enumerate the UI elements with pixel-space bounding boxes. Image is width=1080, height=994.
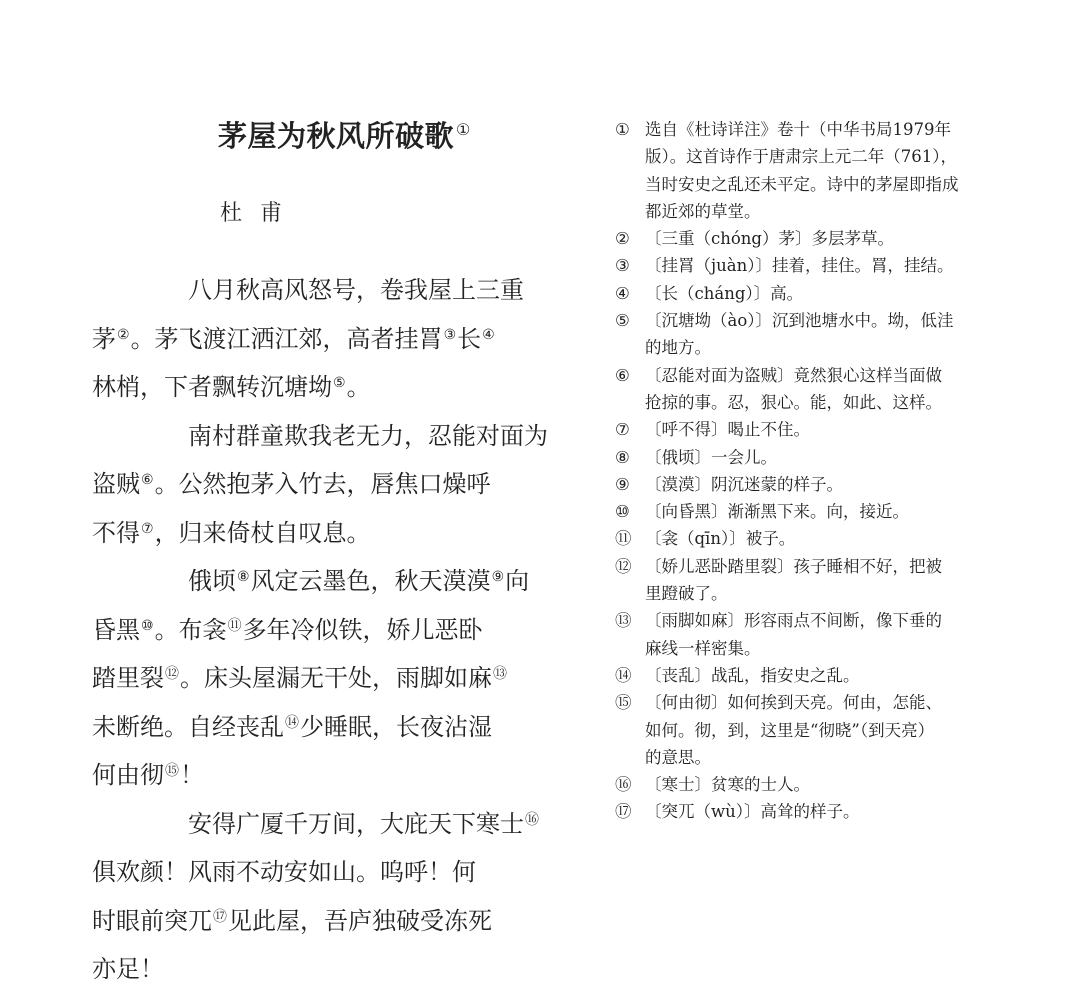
footnote-text: [645, 771, 1060, 798]
poem-author: 杜甫: [220, 201, 301, 226]
poem-line: [140, 412, 585, 461]
footnote-line: 选自《杜诗详注》卷十（中华书局1979年: [645, 120, 951, 139]
footnote-number: ⑫: [615, 556, 632, 576]
footnote-marker: ②: [117, 326, 130, 343]
footnote-line: 〔忍能对面为盗贼〕竟然狠心这样当面做: [645, 365, 942, 385]
footnote-item: [615, 280, 1060, 307]
poem-line: [92, 848, 585, 897]
footnote-item: [615, 307, 1060, 362]
footnote-number: ⑪: [615, 529, 632, 549]
footnote-line: 〔突兀（wù）〕高耸的样子。: [645, 802, 860, 822]
footnote-number: ⑮: [615, 693, 632, 713]
footnote-line: 〔娇儿恶卧踏里裂〕孩子睡相不好，把被: [645, 556, 942, 576]
poem-text: 向: [505, 567, 530, 595]
footnote-number: ④: [615, 283, 630, 303]
footnote-line: 如何。彻，到，这里是“彻晓”（到天亮）: [645, 720, 935, 740]
footnote-number: ⑤: [615, 311, 630, 331]
footnote-text: [645, 662, 1060, 689]
poem-line: [92, 945, 585, 994]
poem-text: 未断绝。自经丧乱: [92, 712, 284, 741]
footnote-text: [645, 116, 1060, 225]
footnote-number: ⑰: [615, 802, 632, 822]
footnote-text: [645, 525, 1060, 552]
footnote-line: 〔沉塘坳（ào）〕沉到池塘水中。坳，低洼: [645, 311, 954, 331]
footnote-marker: ⑰: [213, 908, 227, 925]
poem-text: 。: [346, 373, 371, 401]
poem-line: [92, 654, 585, 703]
footnote-marker: ⑧: [237, 569, 250, 585]
footnote-text: [645, 307, 1060, 362]
footnote-item: [615, 662, 1060, 689]
poem-line: [92, 703, 585, 752]
footnote-text: [645, 553, 1060, 608]
footnote-number: ⑥: [615, 365, 630, 385]
footnote-item: [615, 525, 1060, 552]
poem-line: [92, 363, 585, 412]
poem-title: [218, 114, 471, 155]
footnote-item: [615, 607, 1060, 662]
poem-line: [140, 266, 585, 315]
footnote-item: [615, 798, 1060, 825]
footnote-line: 〔丧乱〕战乱，指安史之乱。: [645, 665, 860, 685]
poem-text: 昏黑: [92, 615, 140, 644]
poem-text: 南村群童欺我老无力，忍能对面为: [188, 421, 548, 450]
footnote-text: [645, 444, 1060, 471]
footnote-line: 〔长（cháng）〕高。: [645, 283, 804, 303]
footnote-text: [645, 498, 1060, 525]
footnote-item: [615, 471, 1060, 498]
poem-text: 何由彻: [92, 761, 164, 789]
footnote-text: [645, 252, 1060, 279]
footnote-line: 〔漠漠〕阴沉迷蒙的样子。: [645, 474, 843, 494]
footnote-marker: ⑨: [491, 569, 505, 585]
poem-text: 俄顷: [188, 567, 236, 595]
footnote-text: [645, 471, 1060, 498]
poem-text: 少睡眠，长夜沾湿: [300, 712, 492, 741]
poem-text: 亦足！: [92, 955, 164, 983]
footnote-number: ②: [615, 229, 630, 249]
poem-body: [92, 266, 585, 994]
footnote-item: [615, 416, 1060, 443]
poem-stanza: [92, 557, 585, 800]
footnote-marker: ⑭: [285, 714, 299, 731]
poem-text: ！: [180, 761, 204, 789]
footnote-line: 〔向昏黑〕渐渐黑下来。向，接近。: [645, 502, 909, 522]
footnote-line: 〔挂罥（juàn）〕挂着，挂住。罥，挂结。: [645, 256, 954, 276]
footnote-marker: ④: [482, 326, 495, 343]
footnote-text: [645, 798, 1060, 825]
footnote-line: 的意思。: [645, 747, 711, 767]
footnote-line: 〔呼不得〕喝止不住。: [645, 420, 810, 440]
footnote-item: [615, 444, 1060, 471]
poem-line: [92, 606, 585, 655]
footnote-marker: ③: [443, 326, 457, 343]
footnote-number: ⑭: [615, 665, 632, 685]
footnote-item: [615, 771, 1060, 798]
poem-text: 。茅飞渡江洒江郊，高者挂罥: [130, 324, 443, 353]
footnote-marker: ⑤: [333, 375, 346, 391]
poem-line: [92, 315, 585, 364]
footnote-text: [645, 416, 1060, 443]
title-footnote-marker: ①: [456, 120, 471, 140]
footnotes-column: [615, 116, 1060, 826]
footnote-number: ①: [615, 120, 630, 139]
poem-text: 。布衾: [154, 615, 227, 644]
poem-text: 时眼前突兀: [92, 906, 212, 935]
footnote-number: ⑦: [615, 420, 630, 440]
poem-text: 八月秋高风怒号，卷我屋上三重: [188, 276, 524, 304]
footnote-number: ⑩: [615, 502, 630, 522]
footnote-item: [615, 498, 1060, 525]
poem-text: 安得广厦千万间，大庇天下寒士: [188, 809, 524, 838]
poem-stanza: [92, 266, 585, 412]
footnote-line: 〔俄顷〕一会儿。: [645, 447, 777, 467]
footnote-marker: ⑮: [165, 763, 179, 779]
footnote-number: ③: [615, 256, 630, 276]
poem-line: [92, 751, 585, 800]
poem-stanza: [92, 412, 585, 558]
footnote-item: [615, 553, 1060, 608]
footnote-number: ⑬: [615, 611, 632, 631]
footnote-line: 抢掠的事。忍，狠心。能，如此、这样。: [645, 392, 942, 412]
footnote-marker: ⑥: [141, 472, 154, 488]
poem-text: 林梢，下者飘转沉塘坳: [92, 373, 332, 401]
footnote-marker: ⑩: [141, 617, 154, 634]
footnote-line: 版）。这首诗作于唐肃宗上元二年（761），: [645, 147, 957, 167]
poem-text: 不得: [92, 518, 140, 547]
poem-text: 。公然抱茅入竹去，唇焦口燥呼: [154, 470, 491, 498]
footnote-marker: ⑪: [227, 617, 242, 634]
footnote-line: 〔衾（qīn）〕被子。: [645, 529, 796, 549]
footnote-number: ⑧: [615, 447, 630, 467]
poem-text: 盗贼: [92, 470, 140, 498]
poem-text: 俱欢颜！风雨不动安如山。呜呼！何: [92, 858, 476, 886]
poem-text: ，归来倚杖自叹息。: [154, 518, 371, 547]
footnote-text: [645, 280, 1060, 307]
footnote-marker: ⑦: [141, 520, 154, 537]
footnote-number: ⑯: [615, 775, 632, 795]
footnote-text: [645, 225, 1060, 252]
footnote-marker: ⑫: [165, 666, 179, 682]
poem-text: 茅: [92, 324, 116, 353]
poem-text: 踏里裂: [92, 664, 164, 692]
footnote-line: 〔寒士〕贫寒的士人。: [645, 775, 810, 795]
poem-text: 。床头屋漏无干处，雨脚如麻: [180, 664, 492, 692]
footnote-line: 的地方。: [645, 338, 711, 358]
poem-text: 长: [457, 324, 482, 353]
footnote-text: [645, 362, 1060, 417]
poem-text: 见此屋，吾庐独破受冻死: [228, 906, 492, 935]
footnote-marker: ⑬: [493, 666, 507, 682]
footnote-line: 里蹬破了。: [645, 584, 728, 604]
footnote-number: ⑨: [615, 474, 630, 494]
footnote-line: 当时安史之乱还未平定。诗中的茅屋即指成: [645, 174, 959, 194]
footnote-item: [615, 225, 1060, 252]
footnote-line: 麻线一样密集。: [645, 638, 761, 658]
footnote-text: [645, 607, 1060, 662]
poem-text: 多年冷似铁，娇儿恶卧: [242, 615, 483, 644]
footnote-marker: ⑯: [525, 811, 539, 828]
poem-title-text: 茅屋为秋风所破歌: [218, 119, 455, 153]
footnote-item: [615, 689, 1060, 771]
footnote-line: 都近郊的草堂。: [645, 201, 761, 221]
footnote-line: 〔三重（chóng）茅〕多层茅草。: [645, 229, 894, 249]
footnote-line: 〔雨脚如麻〕形容雨点不间断，像下垂的: [645, 611, 942, 631]
footnote-item: [615, 252, 1060, 279]
poem-line: [92, 897, 585, 946]
footnote-text: [645, 689, 1060, 771]
poem-line: [92, 460, 585, 509]
footnote-item: [615, 362, 1060, 417]
poem-line: [140, 800, 585, 849]
footnote-item: [615, 116, 1060, 225]
footnote-line: 〔何由彻〕如何挨到天亮。何由，怎能、: [645, 693, 942, 713]
poem-line: [140, 557, 585, 606]
poem-text: 风定云墨色，秋天漠漠: [250, 567, 491, 595]
poem-line: [92, 509, 585, 558]
